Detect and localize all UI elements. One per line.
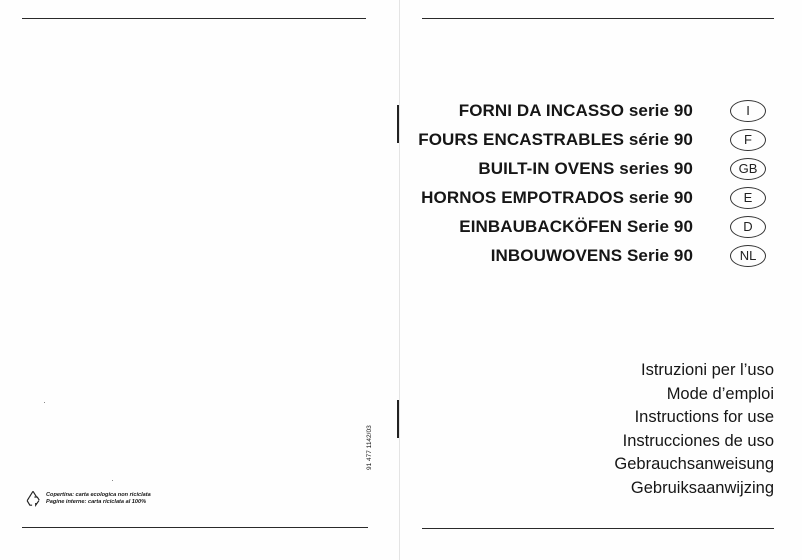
title-row-it <box>418 96 750 125</box>
language-badge: E <box>730 187 766 209</box>
product-title: FORNI DA INCASSO serie 90 <box>458 100 693 120</box>
language-badge: F <box>730 129 766 151</box>
speck <box>112 480 113 481</box>
product-title: HORNOS EMPOTRADOS serie 90 <box>421 187 693 207</box>
top-rule-left <box>22 18 366 19</box>
language-badge: NL <box>730 245 766 267</box>
title-row-de <box>418 212 753 241</box>
document-code: 91 477 1142/03 <box>366 425 373 470</box>
product-titles <box>418 96 758 270</box>
paper-note <box>46 492 151 506</box>
instructions-nl: Gebruiksaanwijzing <box>630 478 774 497</box>
language-badge: I <box>730 100 766 122</box>
instructions-es: Instrucciones de uso <box>622 431 774 450</box>
bottom-rule-left <box>22 527 368 528</box>
product-title: FOURS ENCASTRABLES série 90 <box>418 129 693 149</box>
title-row-nl <box>418 241 757 270</box>
paper-note-inner: Pagine interne: carta riciclata al 100% <box>46 499 147 505</box>
product-title: BUILT-IN OVENS series 90 <box>478 158 693 178</box>
recycle-icon <box>24 489 42 507</box>
right-page <box>400 0 802 560</box>
instructions-list <box>614 359 774 500</box>
paper-note-cover: Copertina: carta ecologica non riciclata <box>46 492 151 498</box>
margin-mark-lower <box>397 400 399 438</box>
bottom-rule-right <box>422 528 774 529</box>
instructions-fr: Mode d’emploi <box>666 384 774 403</box>
instructions-de: Gebrauchsanweisung <box>614 455 774 473</box>
instructions-it: Istruzioni per l’uso <box>641 361 774 379</box>
title-row-es <box>418 183 753 212</box>
instructions-gb: Instructions for use <box>634 408 774 426</box>
language-badge: GB <box>730 158 766 180</box>
product-title: INBOUWOVENS Serie 90 <box>490 245 693 265</box>
left-page <box>0 0 400 560</box>
title-row-gb <box>418 154 758 183</box>
margin-mark-upper <box>397 105 399 143</box>
product-title: EINBAUBACKÖFEN Serie 90 <box>459 216 693 236</box>
language-badge: D <box>730 216 766 238</box>
title-row-fr <box>418 125 752 154</box>
top-rule-right <box>422 18 774 19</box>
speck <box>44 402 45 403</box>
